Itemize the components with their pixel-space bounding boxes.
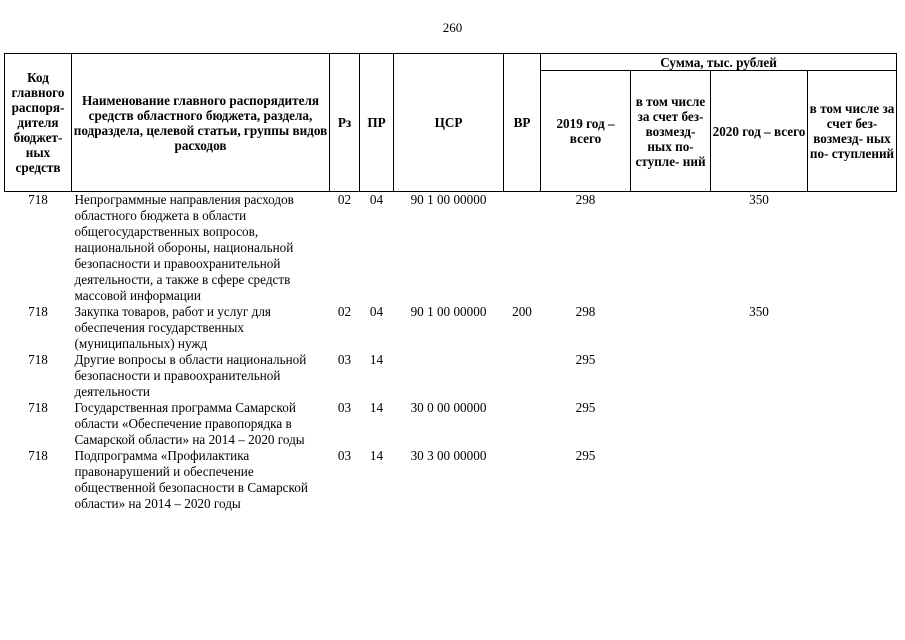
cell-2019-free — [631, 448, 711, 512]
col-header-sum-group: Сумма, тыс. рублей — [541, 54, 897, 71]
cell-2019-free — [631, 400, 711, 448]
cell-name: Другие вопросы в области национальной безопасности и правоохранительной деятельности — [74, 352, 307, 399]
col-header-2019-free: в том числе за счет без- возмезд- ных по- ступле- ний — [631, 71, 711, 192]
cell-2020-free — [808, 448, 897, 512]
cell-code: 718 — [28, 448, 48, 463]
cell-vr — [504, 400, 541, 448]
cell-code: 718 — [28, 192, 48, 207]
col-header-name: Наименование главного распорядителя средств областного бюджета, раздела, подраздела, целевой статьи, группы видов расходов — [72, 54, 330, 192]
cell-2020-total: 350 — [749, 304, 769, 319]
cell-pr: 14 — [369, 352, 384, 367]
cell-2019-free — [631, 192, 711, 305]
cell-rz: 02 — [337, 192, 352, 207]
cell-2020-total — [711, 400, 808, 448]
cell-name: Подпрограмма «Профилактика правонарушений и обеспечение общественной безопасности в Самарской области» на 2014 – 2020 годы — [74, 448, 308, 511]
cell-2020-free — [808, 352, 897, 400]
cell-csr: 30 3 00 00000 — [410, 448, 487, 463]
col-header-pr: ПР — [360, 54, 394, 192]
cell-2020-free — [808, 304, 897, 352]
table-row — [5, 400, 897, 448]
cell-2019-total: 295 — [575, 400, 596, 415]
cell-pr: 04 — [369, 192, 384, 207]
cell-csr: 90 1 00 00000 — [410, 192, 487, 207]
col-header-2020-free: в том числе за счет без- возмезд- ных по- ступлений — [808, 71, 897, 192]
cell-csr — [394, 352, 504, 400]
table-row — [5, 352, 897, 400]
cell-2019-free — [631, 352, 711, 400]
cell-vr — [504, 192, 541, 305]
cell-name: Закупка товаров, работ и услуг для обеспечения государственных (муниципальных) нужд — [74, 304, 271, 351]
cell-rz: 03 — [337, 448, 352, 463]
cell-2020-free — [808, 400, 897, 448]
cell-pr: 04 — [369, 304, 384, 319]
cell-2019-total: 298 — [575, 304, 596, 319]
cell-2019-total: 295 — [575, 352, 596, 367]
cell-vr — [504, 352, 541, 400]
col-header-csr: ЦСР — [394, 54, 504, 192]
cell-2019-total: 295 — [575, 448, 596, 463]
cell-2019-free — [631, 304, 711, 352]
col-header-2020-total: 2020 год – всего — [711, 71, 808, 192]
cell-code: 718 — [28, 304, 48, 319]
col-header-vr: ВР — [504, 54, 541, 192]
table-header — [5, 54, 897, 192]
col-header-rz: Рз — [330, 54, 360, 192]
table-row — [5, 192, 897, 305]
cell-2020-total: 350 — [749, 192, 769, 207]
col-header-code: Код главного распоря- дителя бюджет- ных средств — [5, 54, 72, 192]
cell-name: Государственная программа Самарской области «Обеспечение правопорядка в Самарской области» на 2014 – 2020 годы — [74, 400, 305, 447]
table-body — [5, 192, 897, 513]
cell-pr: 14 — [369, 448, 384, 463]
cell-2020-total — [711, 352, 808, 400]
cell-2019-total: 298 — [575, 192, 596, 207]
cell-rz: 03 — [337, 352, 352, 367]
cell-2020-free — [808, 192, 897, 305]
cell-rz: 02 — [337, 304, 352, 319]
cell-csr: 90 1 00 00000 — [410, 304, 487, 319]
table-row — [5, 448, 897, 512]
budget-table — [4, 53, 897, 512]
cell-code: 718 — [28, 400, 48, 415]
cell-csr: 30 0 00 00000 — [410, 400, 487, 415]
cell-2020-total — [711, 448, 808, 512]
cell-name: Непрограммные направления расходов областного бюджета в области общегосударственных вопросов, национальной обороны, национальной безопасности и правоохранительной деятельности, а также в сфере средств массовой информации — [74, 192, 294, 303]
table-row — [5, 304, 897, 352]
page-number: 260 — [442, 20, 463, 35]
cell-vr: 200 — [512, 304, 532, 319]
cell-vr — [504, 448, 541, 512]
cell-rz: 03 — [337, 400, 352, 415]
cell-code: 718 — [28, 352, 48, 367]
col-header-2019-total: 2019 год – всего — [541, 71, 631, 192]
cell-pr: 14 — [369, 400, 384, 415]
